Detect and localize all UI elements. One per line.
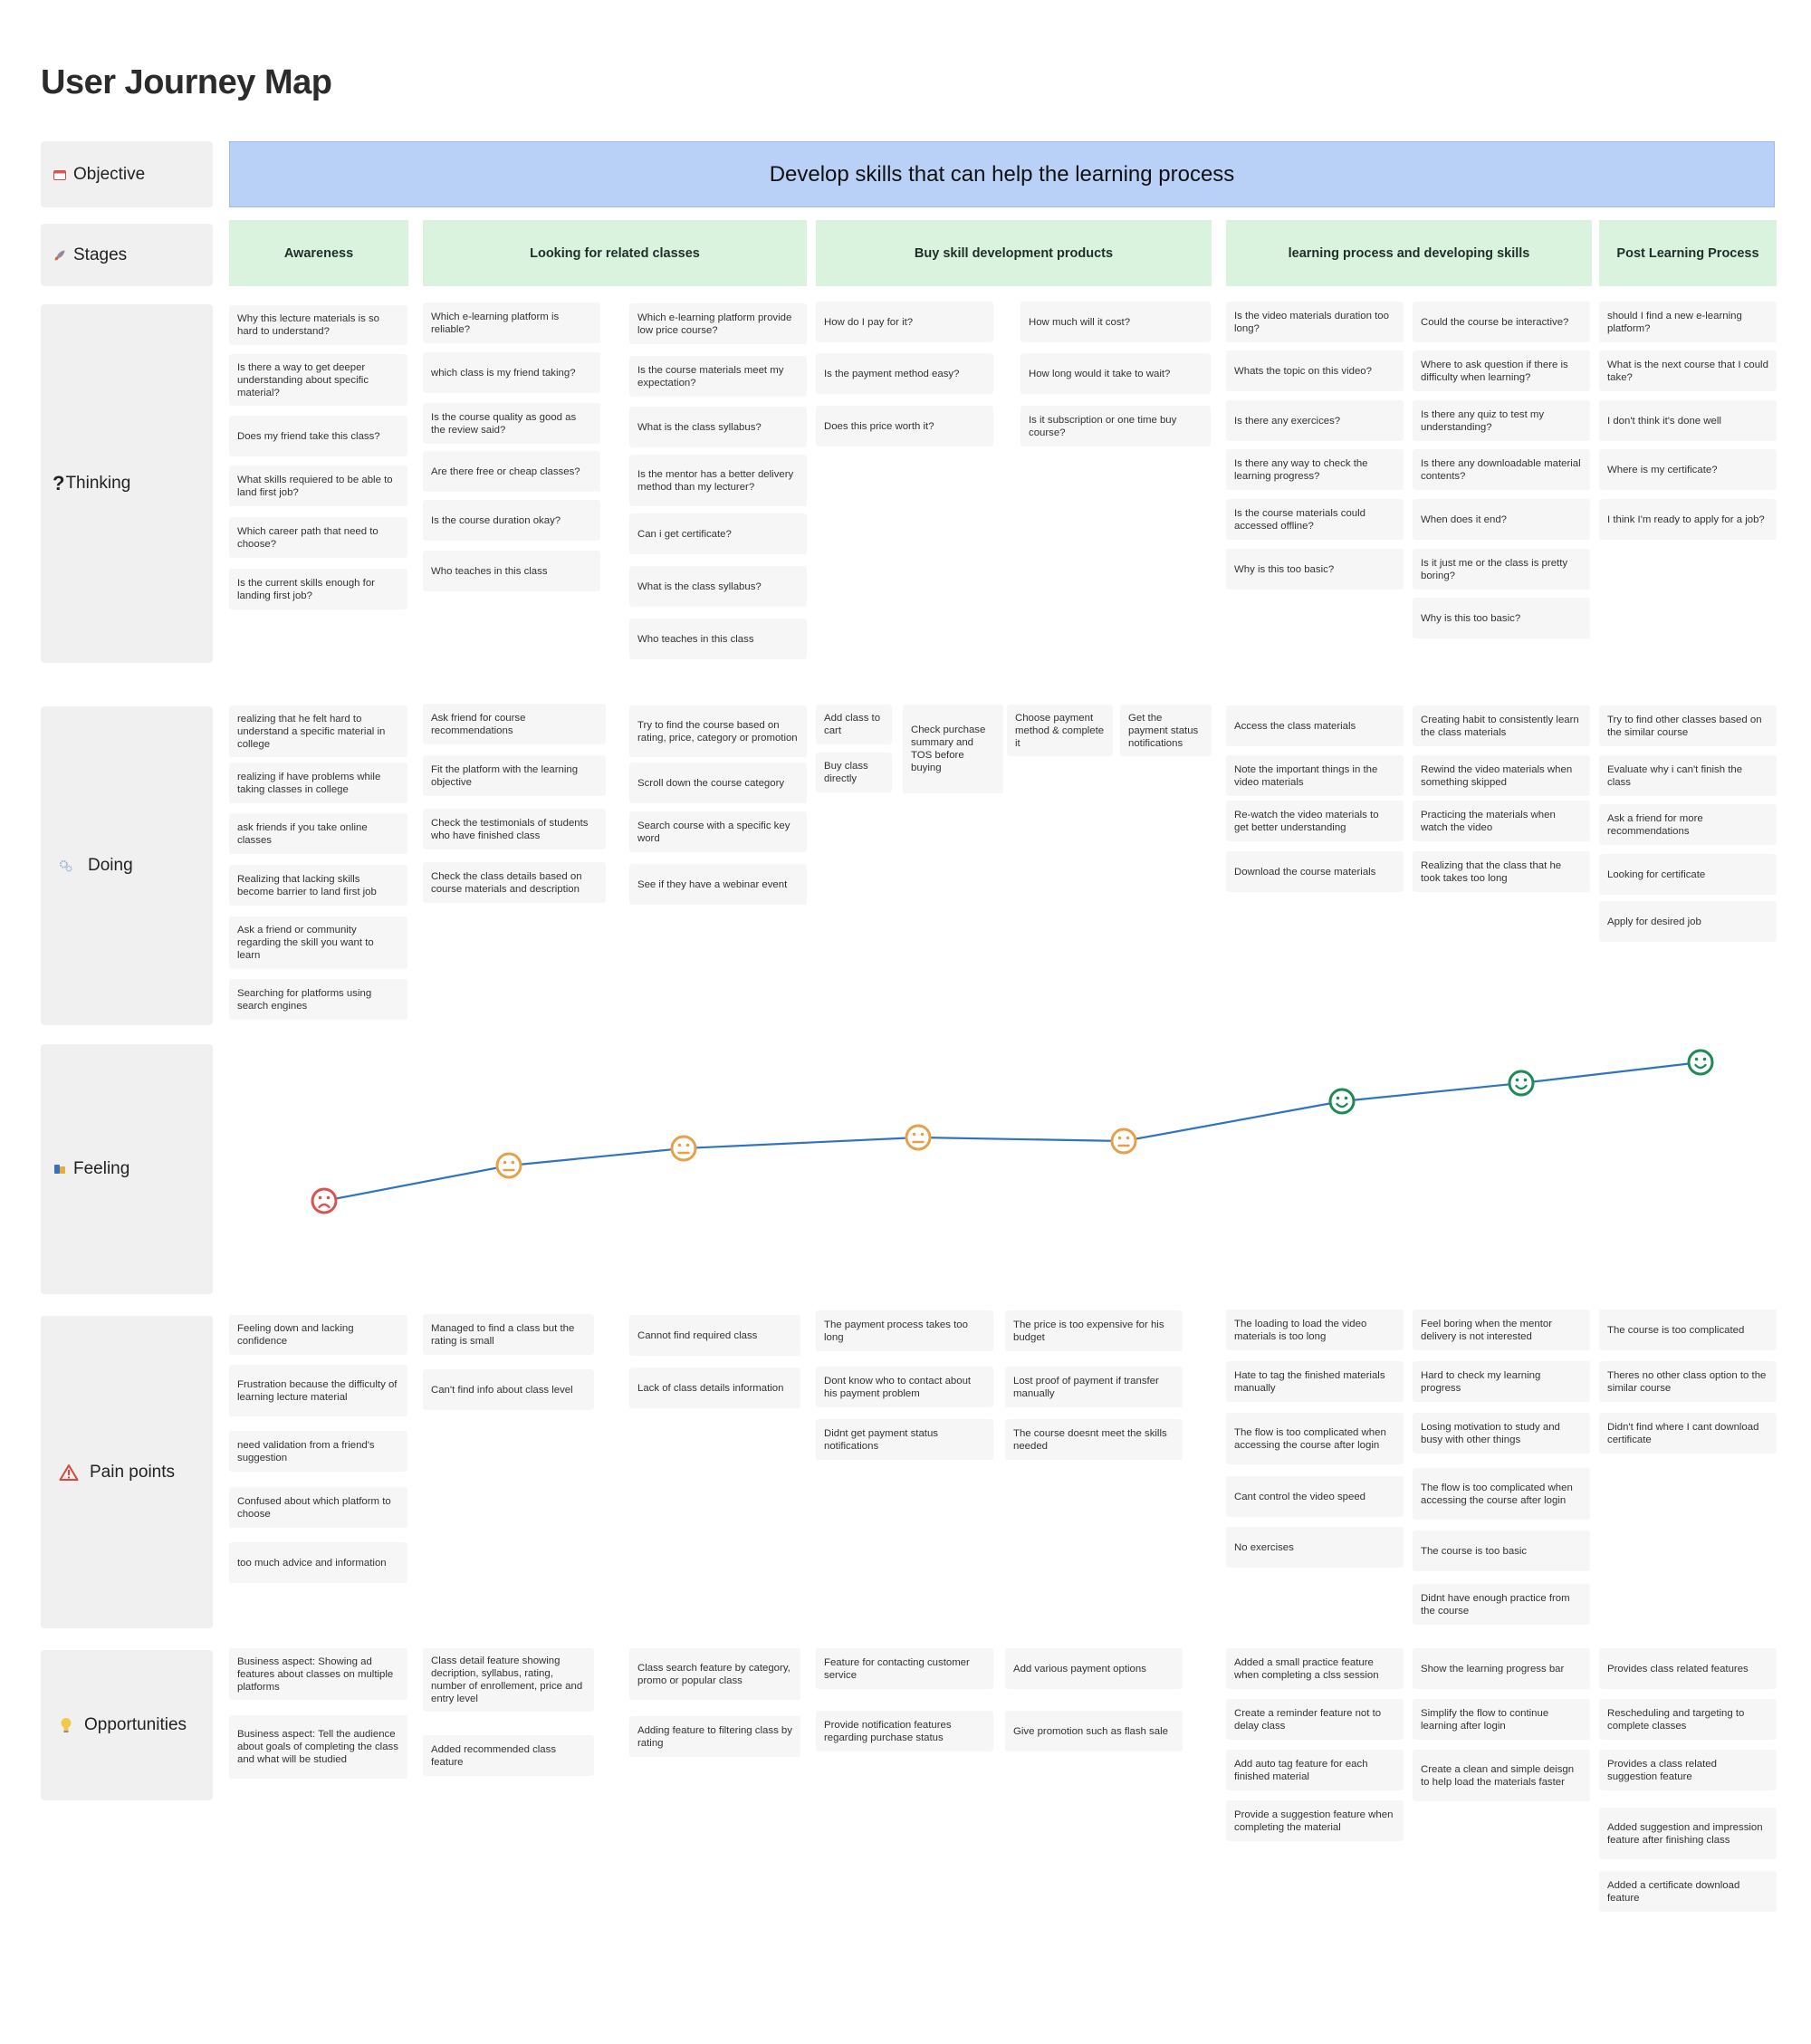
opportunity-card: Rescheduling and targeting to complete classes [1599, 1699, 1777, 1740]
doing-card: Realizing that the class that he took takes too long [1413, 851, 1590, 892]
doing-card: Note the important things in the video materials [1226, 755, 1404, 796]
thinking-card: Is the current skills enough for landing first job? [229, 569, 407, 609]
doing-card: Ask friend for course recommendations [423, 704, 606, 744]
thinking-card: How much will it cost? [1020, 302, 1211, 342]
thinking-card: Is there any quiz to test my understanding? [1413, 400, 1590, 441]
opportunity-card: Simplify the flow to continue learning after login [1413, 1699, 1590, 1740]
pain-point-card: The loading to load the video materials is too long [1226, 1310, 1404, 1350]
opportunity-card: Added suggestion and impression feature after finishing class [1599, 1808, 1777, 1859]
doing-card: Access the class materials [1226, 705, 1404, 746]
pain-point-card: Didn't find where I cant download certificate [1599, 1413, 1777, 1454]
thinking-card: Which e-learning platform provide low price course? [629, 303, 807, 344]
objective-banner: Develop skills that can help the learning process [229, 141, 1775, 207]
opportunity-card: Create a reminder feature not to delay class [1226, 1699, 1404, 1740]
neutral-face-icon [497, 1154, 521, 1177]
stage-looking-for-classes: Looking for related classes [423, 220, 807, 286]
doing-card: Fit the platform with the learning objective [423, 755, 606, 796]
thinking-card: How long would it take to wait? [1020, 353, 1211, 394]
pain-point-card: Confused about which platform to choose [229, 1487, 407, 1528]
doing-card: Evaluate why i can't finish the class [1599, 755, 1777, 796]
opportunity-card: Add auto tag feature for each finished material [1226, 1750, 1404, 1790]
opportunity-card: Provide notification features regarding purchase status [816, 1711, 993, 1751]
thinking-card: Does this price worth it? [816, 406, 993, 446]
thinking-card: Which e-learning platform is reliable? [423, 302, 600, 343]
pain-point-card: Hate to tag the finished materials manually [1226, 1361, 1404, 1402]
doing-card: Looking for certificate [1599, 854, 1777, 895]
neutral-face-icon [906, 1126, 930, 1149]
pain-point-card: need validation from a friend's suggestion [229, 1431, 407, 1472]
question-mark-icon: ? [53, 472, 65, 494]
doing-card: Creating habit to consistently learn the class materials [1413, 705, 1590, 746]
opportunity-card: Added a certificate download feature [1599, 1871, 1777, 1912]
doing-card: Scroll down the course category [629, 763, 807, 803]
doing-card: Check purchase summary and TOS before buying [903, 705, 1003, 793]
doing-card: Rewind the video materials when something skipped [1413, 755, 1590, 796]
thinking-card: Is there a way to get deeper understanding about specific material? [229, 354, 407, 406]
opportunity-card: Create a clean and simple deisgn to help load the materials faster [1413, 1750, 1590, 1801]
opportunity-card: Provides a class related suggestion feature [1599, 1750, 1777, 1790]
pain-point-card: Hard to check my learning progress [1413, 1361, 1590, 1402]
thinking-card: When does it end? [1413, 499, 1590, 540]
pain-point-card: Cant control the video speed [1226, 1476, 1404, 1517]
opportunity-card: Adding feature to filtering class by rating [629, 1716, 800, 1757]
doing-card: Searching for platforms using search engines [229, 979, 407, 1020]
happy-face-icon [1330, 1089, 1354, 1113]
pain-point-card: The payment process takes too long [816, 1310, 993, 1351]
thinking-card: Is there any downloadable material contents? [1413, 449, 1590, 490]
opportunity-card: Business aspect: Tell the audience about goals of completing the class and what will be studied [229, 1715, 407, 1779]
opportunity-card: Add various payment options [1005, 1648, 1183, 1689]
happy-face-icon [1509, 1071, 1533, 1095]
doing-card: Check the class details based on course materials and description [423, 862, 606, 903]
thinking-card: Is the course materials could accessed offline? [1226, 499, 1404, 540]
pain-point-card: The course doesnt meet the skills needed [1005, 1419, 1183, 1460]
thinking-card: I think I'm ready to apply for a job? [1599, 499, 1777, 540]
thinking-card: Is the payment method easy? [816, 353, 993, 394]
doing-card: realizing if have problems while taking classes in college [229, 763, 407, 803]
doing-card: Buy class directly [816, 753, 892, 792]
opportunity-card: Class search feature by category, promo or popular class [629, 1648, 800, 1700]
opportunity-card: Business aspect: Showing ad features about classes on multiple platforms [229, 1648, 407, 1700]
opportunity-card: Added recommended class feature [423, 1735, 594, 1776]
thinking-card: Does my friend take this class? [229, 416, 407, 456]
doing-card: Ask a friend or community regarding the skill you want to learn [229, 916, 407, 969]
thinking-card: Could the course be interactive? [1413, 302, 1590, 342]
pain-point-card: Frustration because the difficulty of learning lecture material [229, 1365, 407, 1416]
pain-point-card: No exercises [1226, 1527, 1404, 1568]
doing-card: Search course with a specific key word [629, 811, 807, 852]
thinking-card: Why this lecture materials is so hard to understand? [229, 305, 407, 345]
stage-learning-process: learning process and developing skills [1226, 220, 1592, 286]
thinking-card: Why is this too basic? [1413, 598, 1590, 638]
pain-point-card: Lack of class details information [629, 1367, 800, 1408]
thinking-card: I don't think it's done well [1599, 400, 1777, 441]
happy-face-icon [1689, 1051, 1712, 1074]
doing-card: Choose payment method & complete it [1007, 705, 1113, 756]
page-title: User Journey Map [41, 63, 332, 101]
pain-point-card: The course is too basic [1413, 1531, 1590, 1571]
thinking-card: Is it subscription or one time buy course? [1020, 406, 1211, 446]
pain-point-card: Managed to find a class but the rating is small [423, 1314, 594, 1355]
doing-card: See if they have a webinar event [629, 864, 807, 905]
thinking-card: Why is this too basic? [1226, 549, 1404, 590]
doing-card: Apply for desired job [1599, 901, 1777, 942]
pain-point-card: The flow is too complicated when accessing the course after login [1413, 1468, 1590, 1520]
doing-card: ask friends if you take online classes [229, 813, 407, 854]
pain-point-card: Dont know who to contact about his payment problem [816, 1367, 993, 1407]
thinking-card: Is there any way to check the learning progress? [1226, 449, 1404, 490]
opportunity-card: Added a small practice feature when completing a clss session [1226, 1648, 1404, 1689]
thinking-card: Are there free or cheap classes? [423, 451, 600, 492]
row-label-text: Opportunities [84, 1715, 187, 1734]
row-label-text: Thinking [65, 474, 131, 493]
pain-point-card: too much advice and information [229, 1542, 407, 1583]
pain-point-card: Feeling down and lacking confidence [229, 1315, 407, 1355]
thinking-card: Is the mentor has a better delivery method than my lecturer? [629, 455, 807, 506]
thinking-card: Whats the topic on this video? [1226, 350, 1404, 391]
doing-card: realizing that he felt hard to understand a specific material in college [229, 705, 407, 757]
thinking-card: Is the video materials duration too long? [1226, 302, 1404, 342]
thinking-card: Which career path that need to choose? [229, 517, 407, 558]
pain-point-card: Can't find info about class level [423, 1369, 594, 1410]
thinking-card: Who teaches in this class [629, 619, 807, 659]
opportunity-card: Give promotion such as flash sale [1005, 1711, 1183, 1751]
pain-point-card: Lost proof of payment if transfer manually [1005, 1367, 1183, 1407]
thinking-card: Can i get certificate? [629, 513, 807, 554]
doing-card: Download the course materials [1226, 851, 1404, 892]
stage-post-learning: Post Learning Process [1599, 220, 1777, 286]
stage-buy-products: Buy skill development products [816, 220, 1212, 286]
pain-point-card: Feel boring when the mentor delivery is not interested [1413, 1310, 1590, 1350]
thinking-card: What is the next course that I could take? [1599, 350, 1777, 391]
row-label-text: Stages [73, 245, 128, 264]
thinking-card: Where is my certificate? [1599, 449, 1777, 490]
thinking-card: which class is my friend taking? [423, 352, 600, 393]
doing-card: Try to find the course based on rating, price, category or promotion [629, 705, 807, 757]
doing-card: Practicing the materials when watch the video [1413, 801, 1590, 841]
row-label-text: Doing [88, 856, 133, 875]
doing-card: Re-watch the video materials to get better understanding [1226, 801, 1404, 841]
pain-point-card: The flow is too complicated when accessing the course after login [1226, 1413, 1404, 1464]
opportunity-card: Feature for contacting customer service [816, 1648, 993, 1689]
doing-card: Realizing that lacking skills become barrier to land first job [229, 865, 407, 906]
opportunity-card: Provide a suggestion feature when completing the material [1226, 1800, 1404, 1841]
doing-card: Get the payment status notifications [1120, 705, 1212, 756]
neutral-face-icon [672, 1137, 695, 1160]
pain-point-card: The price is too expensive for his budget [1005, 1310, 1183, 1351]
doing-card: Try to find other classes based on the similar course [1599, 705, 1777, 746]
thinking-card: What is the class syllabus? [629, 566, 807, 607]
pain-point-card: Losing motivation to study and busy with other things [1413, 1413, 1590, 1454]
pain-point-card: Didnt have enough practice from the course [1413, 1584, 1590, 1625]
thinking-card: Is the course quality as good as the review said? [423, 403, 600, 444]
neutral-face-icon [1112, 1129, 1135, 1153]
thinking-card: What is the class syllabus? [629, 407, 807, 447]
thinking-card: Is the course duration okay? [423, 500, 600, 541]
opportunity-card: Class detail feature showing decription, syllabus, rating, number of enrollement, price and entry level [423, 1648, 594, 1712]
pain-point-card: Didnt get payment status notifications [816, 1419, 993, 1460]
opportunity-card: Show the learning progress bar [1413, 1648, 1590, 1689]
row-label-text: Feeling [73, 1159, 130, 1178]
row-label-text: Pain points [90, 1462, 176, 1482]
pain-point-card: Cannot find required class [629, 1315, 800, 1356]
thinking-card: Is the course materials meet my expectation? [629, 356, 807, 397]
pain-point-card: Theres no other class option to the similar course [1599, 1361, 1777, 1402]
thinking-card: Is it just me or the class is pretty boring? [1413, 549, 1590, 590]
thinking-card: should I find a new e-learning platform? [1599, 302, 1777, 342]
thinking-card: Who teaches in this class [423, 551, 600, 591]
feeling-line [324, 1062, 1701, 1201]
thinking-card: What skills requiered to be able to land first job? [229, 465, 407, 506]
stage-awareness: Awareness [229, 220, 408, 286]
row-label-text: Objective [73, 164, 146, 184]
opportunity-card: Provides class related features [1599, 1648, 1777, 1689]
doing-card: Ask a friend for more recommendations [1599, 804, 1777, 845]
thinking-card: How do I pay for it? [816, 302, 993, 342]
pain-point-card: The course is too complicated [1599, 1310, 1777, 1350]
thinking-card: Is there any exercices? [1226, 400, 1404, 441]
sad-face-icon [312, 1189, 336, 1213]
doing-card: Add class to cart [816, 705, 892, 744]
doing-card: Check the testimonials of students who have finished class [423, 809, 606, 849]
thinking-card: Where to ask question if there is difficulty when learning? [1413, 350, 1590, 391]
